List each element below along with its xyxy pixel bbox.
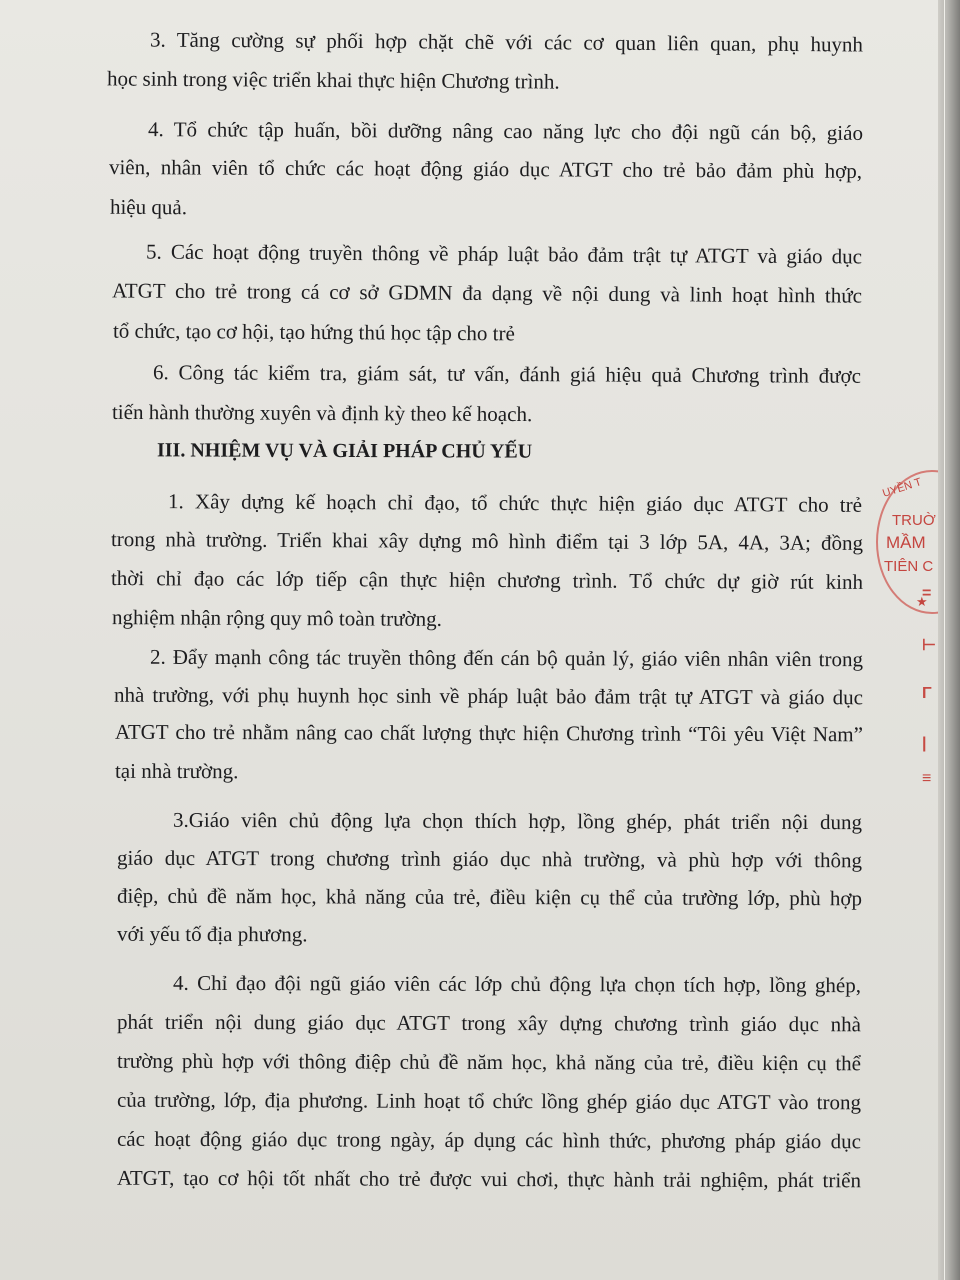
text-line: tại nhà trường. [114, 758, 239, 784]
stamp-edge-marks: = ⊢ Γ | ≡ [922, 585, 936, 787]
text-line: với yếu tố địa phương. [116, 921, 308, 947]
text-line: nhà trường, với phụ huynh học sinh về pháp luật bảo đảm trật tự ATGT và giáo dục [113, 682, 864, 710]
text-line: viên, nhân viên tổ chức các hoạt động giáo dục ATGT cho trẻ bảo đảm phù hợp, [108, 155, 863, 183]
text-line: các hoạt động giáo dục trong ngày, áp dụng các hình thức, phương pháp giáo dục [116, 1126, 862, 1154]
text-line: 4. Tổ chức tập huấn, bồi dưỡng nâng cao năng lực cho đội ngũ cán bộ, giáo [147, 117, 864, 145]
stamp-text: MẦM [886, 533, 926, 552]
text-line: 3. Tăng cường sự phối hợp chặt chẽ với các cơ quan liên quan, phụ huynh [149, 27, 864, 57]
stamp-star-icon: ★ [916, 594, 928, 609]
text-line: tổ chức, tạo cơ hội, tạo hứng thú học tập cho trẻ [112, 318, 515, 346]
text-line: thời chỉ đạo các lớp tiếp cận thực hiện chương trình. Tổ chức dự giờ rút kinh [110, 566, 864, 594]
text-line: ATGT cho trẻ trong cá cơ sở GDMN đa dạng về nội dung và linh hoạt hình thức [111, 278, 863, 308]
stamp-text: TIÊN C [884, 558, 934, 575]
text-line: trong nhà trường. Triển khai xây dựng mô hình điểm tại 3 lớp 5A, 4A, 3A; đồng [110, 527, 864, 555]
text-line: tiến hành thường xuyên và định kỳ theo kế hoạch. [111, 399, 533, 427]
text-line: 6. Công tác kiểm tra, giám sát, tư vấn, đánh giá hiệu quả Chương trình được [152, 360, 862, 388]
stamp-text: UYỀN T [881, 476, 924, 500]
text-line: giáo dục ATGT trong chương trình giáo dục nhà trường, và phù hợp với thông [116, 845, 863, 873]
text-line: 2. Đẩy mạnh công tác truyền thông đến cán bộ quản lý, giáo viên nhân viên trong [149, 644, 864, 672]
text-line: 5. Các hoạt động truyền thông về pháp luật bảo đảm trật tự ATGT và giáo dục [145, 239, 863, 269]
text-line: trường phù hợp với thông điệp chủ đề năm học, khả năng của trẻ, điều kiện cụ thể [116, 1048, 862, 1076]
text-line: 3.Giáo viên chủ động lựa chọn thích hợp, lồng ghép, phát triển nội dung [172, 807, 863, 835]
text-line: phát triển nội dung giáo dục ATGT trong xây dựng chương trình giáo dục nhà [116, 1009, 862, 1037]
section-heading: III. NHIỆM VỤ VÀ GIẢI PHÁP CHỦ YẾU [156, 439, 533, 463]
text-line: điệp, chủ đề năm học, khả năng của trẻ, điều kiện cụ thể của trường lớp, phù hợp [116, 883, 863, 911]
stamp-text: TRUỜ [892, 512, 936, 529]
text-line: nghiệm nhận rộng quy mô toàn trường. [111, 605, 442, 631]
text-line: ATGT, tạo cơ hội tốt nhất cho trẻ được vui chơi, thực hành trải nghiệm, phát triển [116, 1165, 862, 1193]
text-line: 4. Chỉ đạo đội ngũ giáo viên các lớp chủ động lựa chọn tích hợp, lồng ghép, [172, 970, 862, 998]
text-line: 1. Xây dựng kế hoạch chỉ đạo, tổ chức thực hiện giáo dục ATGT cho trẻ [167, 489, 863, 517]
text-line: của trường, lớp, địa phương. Linh hoạt tổ chức lồng ghép giáo dục ATGT vào trong [116, 1087, 862, 1115]
text-line: hiệu quả. [109, 194, 188, 220]
page-edge [938, 0, 960, 1280]
text-line: ATGT cho trẻ nhằm nâng cao chất lượng thực hiện Chương trình “Tôi yêu Việt Nam” [114, 719, 864, 747]
text-line: học sinh trong việc triển khai thực hiện Chương trình. [106, 66, 560, 94]
